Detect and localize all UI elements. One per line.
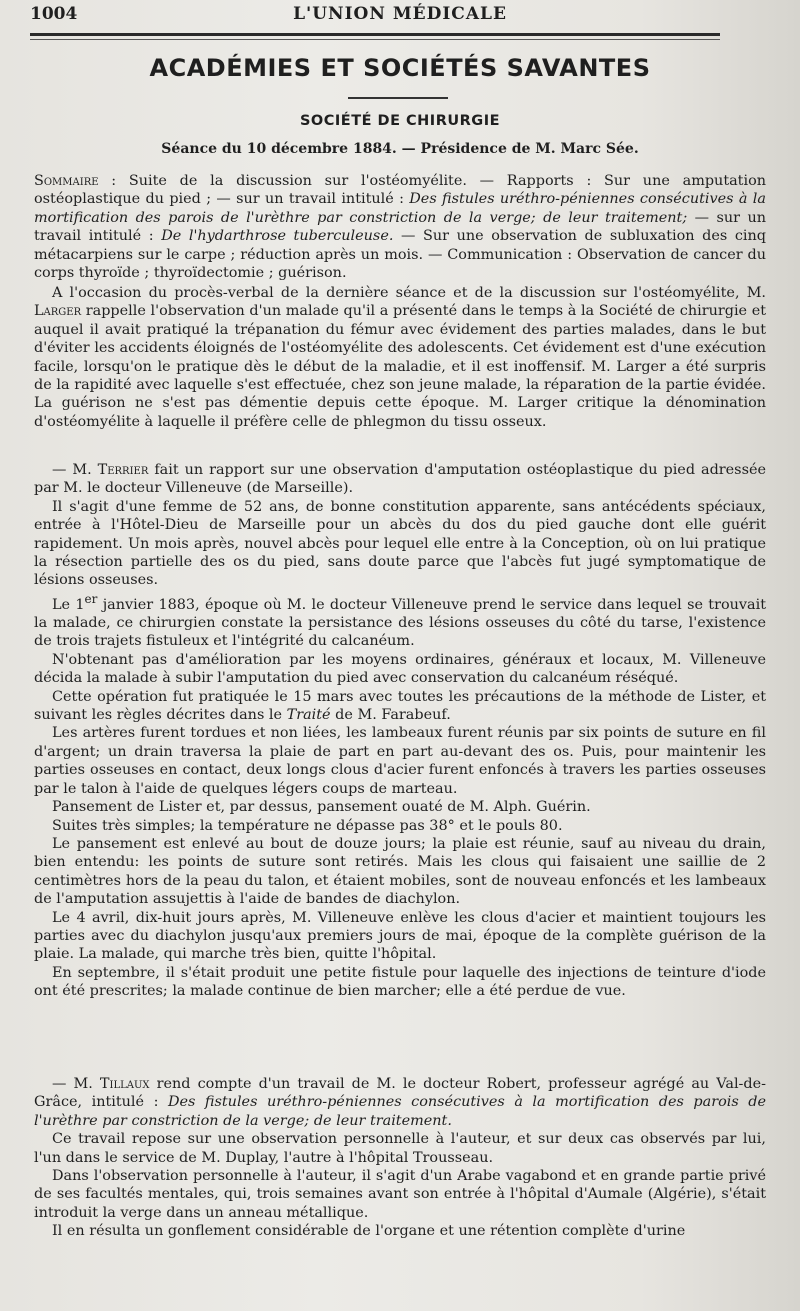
summary-text-c: — Sur une observation de subluxation des cinq métacarpiens sur le carpe ; réduction après un mois. — Communication : Observation de cancer du corps thyroïde ; thyroïdectomie ; guérison. [34,228,766,282]
body-section-terrier [34,461,766,1001]
paragraph: Ce travail repose sur une observation personnelle à l'auteur, et sur deux cas observés par lui, l'un dans le service de M. Duplay, l'autre à l'hôpital Trousseau. [34,1131,766,1166]
text-run: rappelle l'observation d'un malade qu'il a présenté dans le temps à la Société de chirurgie et auquel il avait pratiqué la trépanation du fémur avec évidement des parties malades, dans le but d'éviter les accidents éloignés de l'ostéomyélite des adolescents. Cet évidement est d'une exécution facile, lorsqu'on le pratique dès le début de la maladie, et il est inoffensif. M. Larger a été surpris de la rapidité avec laquelle s'est effectuée, chez son jeune malade, la réparation de la partie évidée. La guérison ne s'est pas démentie depuis cette époque. M. Larger critique la dénomination d'ostéomyélite à laquelle il préfère celle de phlegmon du tissu osseux. [34,303,766,430]
running-head [30,4,770,30]
society-heading: SOCIÉTÉ DE CHIRURGIE [299,113,501,129]
text-run: — M. [52,1076,100,1092]
body-section-tillaux [34,1075,766,1241]
page-number: 1004 [30,4,78,24]
book-title: Traité [286,707,331,724]
body-section-larger [34,284,766,431]
speaker-name: Tillaux [99,1076,150,1092]
paragraph: N'obtenant pas d'amélioration par les moyens ordinaires, généraux et locaux, M. Villeneuve décida la malade à subir l'amputation du pied avec conservation du calcanéum réséqué. [34,651,766,687]
summary-paragraph [34,172,766,282]
text-run: Cette opération fut pratiquée le 15 mars avec toutes les précautions de la méthode de Lister, et suivant les règles décrites dans le [34,688,766,724]
text-run: janvier 1883, époque où M. le docteur Villeneuve prend le service dans lequel se trouvait la malade, ce chirurgien constate la persistance des lésions osseuses du côté du tarse, l'existence de trois trajets fistuleux et l'intégrité du calcanéum. [34,596,766,650]
paragraph [34,688,766,725]
header-rule [30,33,720,36]
journal-title: L'UNION MÉDICALE [293,4,507,24]
paragraph: Suites très simples; la température ne dépasse pas 38° et le pouls 80. [52,817,563,834]
header-rule-thin [30,39,720,40]
section-title: ACADÉMIES ET SOCIÉTÉS SAVANTES [149,54,651,82]
paragraph [34,461,766,498]
paragraph: Dans l'observation personnelle à l'auteur, il s'agit d'un Arabe vagabond et en grande partie privé de ses facultés mentales, qui, trois semaines avant son entrée à l'hôpital d'Aumale (Algérie), s'était introduit la verge dans un anneau métallique. [34,1168,766,1221]
paragraph: Il en résulta un gonflement considérable de l'organe et une rétention complète d'urine [52,1223,686,1240]
paragraph [34,1075,766,1130]
paragraph: Le 4 avril, dix-huit jours après, M. Villeneuve enlève les clous d'acier et maintient toujours les parties avec du diachylon jusqu'aux premiers jours de mai, époque de la complète guérison de la plaie. La malade, qui marche très bien, quitte l'hôpital. [34,909,766,963]
summary-label: Sommaire [34,173,99,189]
paragraph: En septembre, il s'était produit une petite fistule pour laquelle des injections de teinture d'iode ont été prescrites; la malade continue de bien marcher; elle a été perdue de vue. [34,964,766,1000]
text-run: fait un rapport sur une observation d'amputation ostéoplastique du pied adressée par M. le docteur Villeneuve (de Marseille). [34,462,766,497]
paragraph [34,284,766,431]
work-title: Des fistules uréthro-péniennes consécutives à la mortification des parois de l'urèthre par constriction de la verge; de leur traitement. [34,1094,766,1129]
paragraph: Il s'agit d'une femme de 52 ans, de bonne constitution apparente, sans antécédents spéciaux, entrée à l'Hôtel-Dieu de Marseille pour un abcès du dos du pied gauche dont elle guérit rapidement. Un mois après, nouvel abcès pour lequel elle entre à la Conception, où on lui pratique la résection partielle des os du pied, sans doute parce que l'abcès fut jugé symptomatique de lésions osseuses. [34,498,766,589]
summary-block [34,172,766,282]
text-run: Le 1 [52,596,85,613]
speaker-name: Terrier [97,462,149,478]
text-run: A l'occasion du procès-verbal de la dernière séance et de la discussion sur l'ostéomyélite, M. [52,285,766,301]
summary-title-a: Des fistules uréthro-péniennes consécutives à la mortification des parois de l'urèthre par constriction de la verge; de leur traitement; [34,191,766,226]
summary-text-a: : Suite de la discussion sur l'ostéomyélite. — Rapports : Sur une amputation ostéoplastique du pied ; — sur un travail intitulé : [34,173,766,208]
session-line: Séance du 10 décembre 1884. — Présidence de M. Marc Sée. [161,141,639,157]
text-run: rend compte d'un travail de M. le docteur Robert, professeur agrégé au Val-de-Grâce, intitulé : [34,1076,766,1111]
superscript: er [84,591,98,606]
summary-title-b: De l'hydarthrose tuberculeuse. [161,228,394,245]
speaker-name: Larger [34,303,82,320]
text-run: — M. [52,462,98,478]
paragraph: Le pansement est enlevé au bout de douze jours; la plaie est réunie, sauf au niveau du drain, bien entendu: les points de suture sont retirés. Mais les clous qui faisaient une saillie de 2 centimètres hors de la peau du talon, et étaient mobiles, sont de nouveau enfoncés et les lambeaux de l'amputation assujettis à l'aide de bandes de diachylon. [34,835,766,908]
text-run: de M. Farabeuf. [330,707,451,724]
summary-text-b: — sur un travail intitulé : [34,209,766,245]
paragraph: Les artères furent tordues et non liées, les lambeaux furent réunis par six points de suture en fil d'argent; un drain traversa la plaie de part en part au-devant des os. Puis, pour maintenir les parties osseuses en contact, deux longs clous d'acier furent enfoncés à travers les parties osseuses par le talon à l'aide de quelques légers coups de marteau. [34,725,766,797]
paragraph [34,590,766,651]
paragraph: Pansement de Lister et, par dessus, pansement ouaté de M. Alph. Guérin. [52,799,591,816]
title-divider [348,97,448,99]
